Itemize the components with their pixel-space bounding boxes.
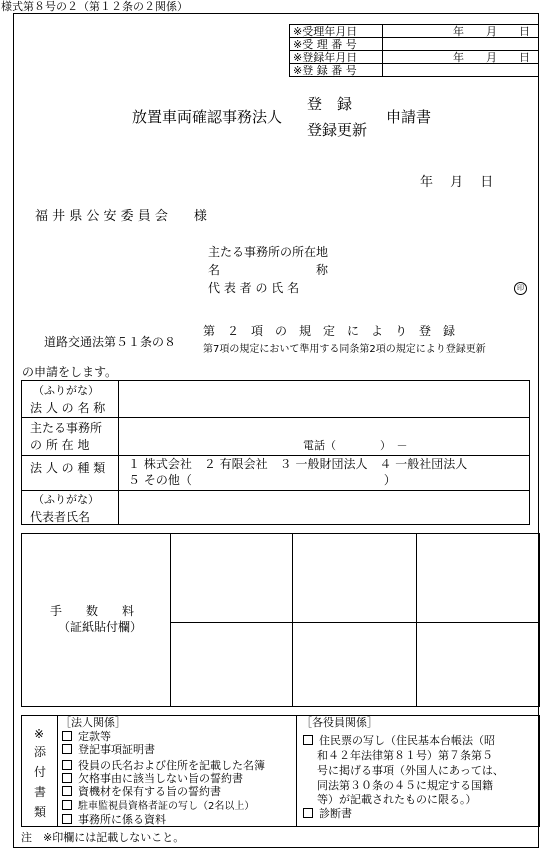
office-field-label-1: 主たる事務所 xyxy=(30,421,103,435)
received-number-label: ※受 理 番 号 xyxy=(290,38,383,51)
corp-type-options-2: ５ その他（ ） xyxy=(128,473,396,487)
attach-side-5: 類 xyxy=(34,805,47,819)
checkbox-icon[interactable] xyxy=(62,786,72,796)
office-location-label: 主たる事務所の所在地 xyxy=(208,245,329,259)
attach-side-1: ※ xyxy=(34,727,45,741)
registered-number-label: ※登 録 番 号 xyxy=(290,64,383,77)
corp-doc-item: 駐車監視員資格者証の写し（2名以上） xyxy=(62,800,254,812)
corp-name-field-label: 法 人 の 名 称 xyxy=(30,401,106,415)
corp-doc-item: 定款等 xyxy=(62,731,111,742)
corp-doc-item: 役員の氏名および住所を記載した名簿 xyxy=(62,760,265,771)
info-row-line-3 xyxy=(21,490,530,491)
received-date-value: 年 月 日 xyxy=(383,25,539,38)
checkbox-icon[interactable] xyxy=(62,814,72,824)
furigana-corp-label: （ふりがな） xyxy=(33,384,99,397)
fee-grid-line-v3 xyxy=(416,533,417,707)
title-suffix: 申請書 xyxy=(386,108,432,126)
officer-doc-line: 号に掲げる事項（外国人にあっては、 xyxy=(317,764,504,777)
checkbox-icon[interactable] xyxy=(62,760,72,770)
corp-doc-item: 事務所に係る資料 xyxy=(62,814,166,825)
officer-doc-line: 等）が記載されたものに限る。） xyxy=(317,793,477,806)
title-prefix: 放置車両確認事務法人 xyxy=(132,108,283,126)
rep-name-field-label: 代表者氏名 xyxy=(30,510,91,524)
officer-doc-medical: 診断書 xyxy=(303,808,352,819)
law-article: 道路交通法第５１条の８ xyxy=(44,335,177,349)
seal-mark: 印 xyxy=(514,282,527,295)
representative-label: 代 表 者 の 氏 名 xyxy=(208,281,300,295)
info-row-line-1 xyxy=(21,417,530,418)
checkbox-icon[interactable] xyxy=(62,744,72,754)
attach-side-2: 添 xyxy=(34,745,47,759)
officer-doc-resident-card: 住民票の写し（住民基本台帳法（昭 xyxy=(303,735,495,746)
fee-stamp-label: （証紙貼付欄） xyxy=(58,620,143,634)
officer-doc-line: 同法第３０条の４５に規定する国籍 xyxy=(317,779,493,792)
addressee: 福 井 県 公 安 委 員 会 様 xyxy=(35,209,207,224)
received-number-value xyxy=(383,38,539,51)
checkbox-icon[interactable] xyxy=(62,800,72,810)
phone-field[interactable]: 電話（ ） － xyxy=(303,439,408,452)
officer-doc-line: 和４２年法律第８１号）第７条第５ xyxy=(317,749,493,762)
registered-number-value xyxy=(383,64,539,77)
title-option-renew: 登録更新 xyxy=(307,121,368,139)
law-clause-renew: 第7項の規定において準用する同条第2項の規定により登録更新 xyxy=(203,344,486,355)
receipt-table xyxy=(289,24,539,77)
attachments-divider-1 xyxy=(57,715,58,827)
corp-name-label: 名 称 xyxy=(208,263,329,277)
form-number: 様式第８号の２（第１２条の２関係） xyxy=(1,0,188,13)
checkbox-icon[interactable] xyxy=(62,773,72,783)
registered-date-value: 年 月 日 xyxy=(383,51,539,64)
law-clause-register: 第 ２ 項 の 規 定 に よ り 登 録 xyxy=(203,324,456,338)
footnote: 注 ※印欄には記載しないこと。 xyxy=(21,831,185,844)
registered-date-label: ※登録年月日 xyxy=(290,51,383,64)
corp-doc-item: 欠格事由に該当しない旨の誓約書 xyxy=(62,773,243,784)
attachments-divider-2 xyxy=(296,715,297,827)
fee-grid-line-h xyxy=(170,622,540,623)
corp-docs-heading: ［法人関係］ xyxy=(60,716,126,729)
received-date-label: ※受理年月日 xyxy=(290,25,383,38)
checkbox-icon[interactable] xyxy=(62,731,72,741)
fee-grid-line-v2 xyxy=(292,533,293,707)
corp-doc-item: 資機材を保有する旨の誓約書 xyxy=(62,786,221,797)
application-date: 年 月 日 xyxy=(420,175,494,190)
corp-type-options-1: １ 株式会社 ２ 有限会社 ３ 一般財団法人 ４ 一般社団法人 xyxy=(128,457,468,471)
office-field-label-2: の 所 在 地 xyxy=(30,438,90,452)
title-option-register: 登 録 xyxy=(307,95,353,113)
corp-type-label: 法 人 の 種 類 xyxy=(30,461,106,475)
info-row-line-2 xyxy=(21,455,530,456)
application-statement: の申請をします。 xyxy=(22,365,118,379)
fee-label: 手 数 料 xyxy=(50,604,135,618)
checkbox-icon[interactable] xyxy=(303,808,313,818)
fee-grid-line-v1 xyxy=(170,533,171,707)
furigana-rep-label: （ふりがな） xyxy=(33,493,99,506)
checkbox-icon[interactable] xyxy=(303,735,313,745)
attach-side-3: 付 xyxy=(34,765,47,779)
info-table-divider xyxy=(118,380,119,525)
corp-doc-item: 登記事項証明書 xyxy=(62,744,155,755)
officer-docs-heading: ［各役員関係］ xyxy=(301,716,378,729)
attach-side-4: 書 xyxy=(34,785,47,799)
